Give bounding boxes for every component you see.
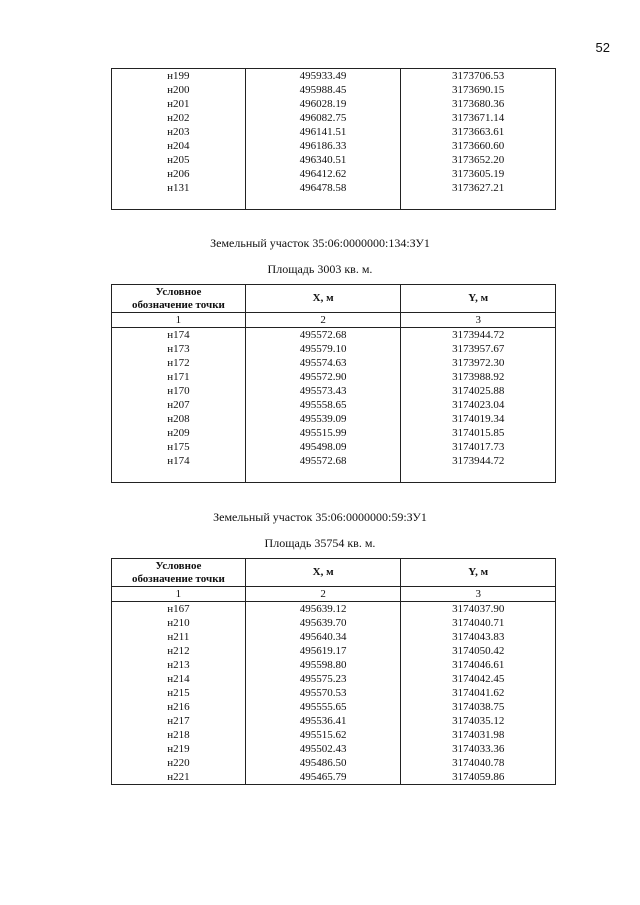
x-value-cell: 495570.53 (245, 686, 401, 700)
y-value-cell: 3173663.61 (401, 125, 556, 139)
y-value-cell: 3173671.14 (401, 111, 556, 125)
point-label-cell: н220 (112, 756, 246, 770)
section-3-area: Площадь 35754 кв. м. (264, 536, 376, 550)
coordinates-table-1 (111, 68, 556, 210)
y-value-cell: 3173680.36 (401, 97, 556, 111)
table-row (112, 370, 556, 384)
table-row (112, 328, 556, 343)
x-value-cell: 495575.23 (245, 672, 401, 686)
table-row (112, 686, 556, 700)
y-value-cell: 3174043.83 (401, 630, 556, 644)
empty-cell (245, 468, 401, 483)
x-value-cell: 496478.58 (245, 181, 401, 195)
x-value-cell: 495502.43 (245, 742, 401, 756)
x-value-cell: 495573.43 (245, 384, 401, 398)
header-point-label: Условное обозначение точки (112, 285, 246, 313)
x-value-cell: 496082.75 (245, 111, 401, 125)
table-row (112, 412, 556, 426)
table-row (112, 139, 556, 153)
x-value-cell: 496340.51 (245, 153, 401, 167)
x-value-cell: 495598.80 (245, 658, 401, 672)
table-row (112, 356, 556, 370)
table-row (112, 602, 556, 617)
point-label-cell: н205 (112, 153, 246, 167)
point-label-cell: н202 (112, 111, 246, 125)
header-y: Y, м (401, 559, 556, 587)
empty-row (112, 195, 556, 210)
point-label-cell: н175 (112, 440, 246, 454)
y-value-cell: 3174042.45 (401, 672, 556, 686)
x-value-cell: 495639.70 (245, 616, 401, 630)
table-row (112, 630, 556, 644)
y-value-cell: 3174040.71 (401, 616, 556, 630)
point-label-cell: н131 (112, 181, 246, 195)
x-value-cell: 495515.99 (245, 426, 401, 440)
point-label-cell: н203 (112, 125, 246, 139)
x-value-cell: 495498.09 (245, 440, 401, 454)
section-2-title: Земельный участок 35:06:0000000:134:ЗУ1 (210, 236, 430, 250)
y-value-cell: 3174035.12 (401, 714, 556, 728)
y-value-cell: 3174038.75 (401, 700, 556, 714)
header-point-label: Условное обозначение точки (112, 559, 246, 587)
point-label-cell: н218 (112, 728, 246, 742)
y-value-cell: 3173652.20 (401, 153, 556, 167)
table-row (112, 181, 556, 195)
point-label-cell: н210 (112, 616, 246, 630)
point-label-cell: н214 (112, 672, 246, 686)
coordinates-table-2 (111, 284, 556, 483)
point-label-cell: н174 (112, 454, 246, 468)
table-row (112, 111, 556, 125)
x-value-cell: 495640.34 (245, 630, 401, 644)
y-value-cell: 3174031.98 (401, 728, 556, 742)
table-row (112, 728, 556, 742)
table-row (112, 167, 556, 181)
table-row (112, 700, 556, 714)
table-row (112, 69, 556, 84)
x-value-cell: 496186.33 (245, 139, 401, 153)
y-value-cell: 3173660.60 (401, 139, 556, 153)
x-value-cell: 496412.62 (245, 167, 401, 181)
y-value-cell: 3173972.30 (401, 356, 556, 370)
point-label-cell: н212 (112, 644, 246, 658)
point-label-cell: н199 (112, 69, 246, 84)
y-value-cell: 3174019.34 (401, 412, 556, 426)
x-value-cell: 495486.50 (245, 756, 401, 770)
table-row (112, 644, 556, 658)
table-row (112, 97, 556, 111)
y-value-cell: 3174017.73 (401, 440, 556, 454)
x-value-cell: 495558.65 (245, 398, 401, 412)
point-label-cell: н170 (112, 384, 246, 398)
point-label-cell: н206 (112, 167, 246, 181)
table-row (112, 125, 556, 139)
point-label-cell: н221 (112, 770, 246, 785)
empty-cell (401, 195, 556, 210)
section-2-area: Площадь 3003 кв. м. (267, 262, 373, 276)
y-value-cell: 3174050.42 (401, 644, 556, 658)
table-row (112, 770, 556, 785)
point-label-cell: н219 (112, 742, 246, 756)
table-row (112, 672, 556, 686)
x-value-cell: 495536.41 (245, 714, 401, 728)
y-value-cell: 3174059.86 (401, 770, 556, 785)
index-cell: 2 (245, 313, 401, 328)
index-cell: 1 (112, 587, 246, 602)
header-x: X, м (245, 559, 401, 587)
point-label-cell: н208 (112, 412, 246, 426)
index-cell: 3 (401, 313, 556, 328)
y-value-cell: 3173988.92 (401, 370, 556, 384)
y-value-cell: 3173944.72 (401, 328, 556, 343)
empty-cell (112, 468, 246, 483)
y-value-cell: 3174025.88 (401, 384, 556, 398)
table-row (112, 616, 556, 630)
x-value-cell: 495539.09 (245, 412, 401, 426)
x-value-cell: 495515.62 (245, 728, 401, 742)
x-value-cell: 495555.65 (245, 700, 401, 714)
index-cell: 3 (401, 587, 556, 602)
table-row (112, 714, 556, 728)
table-row (112, 440, 556, 454)
table-row (112, 398, 556, 412)
table-row (112, 756, 556, 770)
point-label-cell: н209 (112, 426, 246, 440)
x-value-cell: 495933.49 (245, 69, 401, 84)
x-value-cell: 495574.63 (245, 356, 401, 370)
point-label-cell: н217 (112, 714, 246, 728)
x-value-cell: 495579.10 (245, 342, 401, 356)
table-row (112, 83, 556, 97)
page-number: 52 (595, 40, 610, 55)
empty-cell (245, 195, 401, 210)
coordinates-table-3 (111, 558, 556, 785)
x-value-cell: 496141.51 (245, 125, 401, 139)
table-row (112, 342, 556, 356)
table-row (112, 742, 556, 756)
empty-cell (401, 468, 556, 483)
point-label-cell: н201 (112, 97, 246, 111)
y-value-cell: 3173605.19 (401, 167, 556, 181)
point-label-cell: н215 (112, 686, 246, 700)
y-value-cell: 3174041.62 (401, 686, 556, 700)
point-label-cell: н174 (112, 328, 246, 343)
point-label-cell: н207 (112, 398, 246, 412)
y-value-cell: 3173690.15 (401, 83, 556, 97)
point-label-cell: н216 (112, 700, 246, 714)
x-value-cell: 496028.19 (245, 97, 401, 111)
table-row (112, 454, 556, 468)
header-x: X, м (245, 285, 401, 313)
point-label-cell: н173 (112, 342, 246, 356)
table-row (112, 658, 556, 672)
point-label-cell: н211 (112, 630, 246, 644)
x-value-cell: 495639.12 (245, 602, 401, 617)
x-value-cell: 495988.45 (245, 83, 401, 97)
y-value-cell: 3174040.78 (401, 756, 556, 770)
point-label-cell: н200 (112, 83, 246, 97)
y-value-cell: 3174015.85 (401, 426, 556, 440)
y-value-cell: 3173706.53 (401, 69, 556, 84)
point-label-cell: н172 (112, 356, 246, 370)
header-y: Y, м (401, 285, 556, 313)
x-value-cell: 495619.17 (245, 644, 401, 658)
table-row (112, 153, 556, 167)
x-value-cell: 495572.90 (245, 370, 401, 384)
table-row (112, 426, 556, 440)
y-value-cell: 3174037.90 (401, 602, 556, 617)
point-label-cell: н204 (112, 139, 246, 153)
empty-row (112, 468, 556, 483)
y-value-cell: 3173627.21 (401, 181, 556, 195)
y-value-cell: 3173944.72 (401, 454, 556, 468)
y-value-cell: 3174023.04 (401, 398, 556, 412)
empty-cell (112, 195, 246, 210)
point-label-cell: н167 (112, 602, 246, 617)
y-value-cell: 3174033.36 (401, 742, 556, 756)
x-value-cell: 495572.68 (245, 328, 401, 343)
index-cell: 2 (245, 587, 401, 602)
index-cell: 1 (112, 313, 246, 328)
y-value-cell: 3174046.61 (401, 658, 556, 672)
y-value-cell: 3173957.67 (401, 342, 556, 356)
point-label-cell: н171 (112, 370, 246, 384)
point-label-cell: н213 (112, 658, 246, 672)
x-value-cell: 495572.68 (245, 454, 401, 468)
x-value-cell: 495465.79 (245, 770, 401, 785)
section-3-title: Земельный участок 35:06:0000000:59:ЗУ1 (213, 510, 427, 524)
table-row (112, 384, 556, 398)
